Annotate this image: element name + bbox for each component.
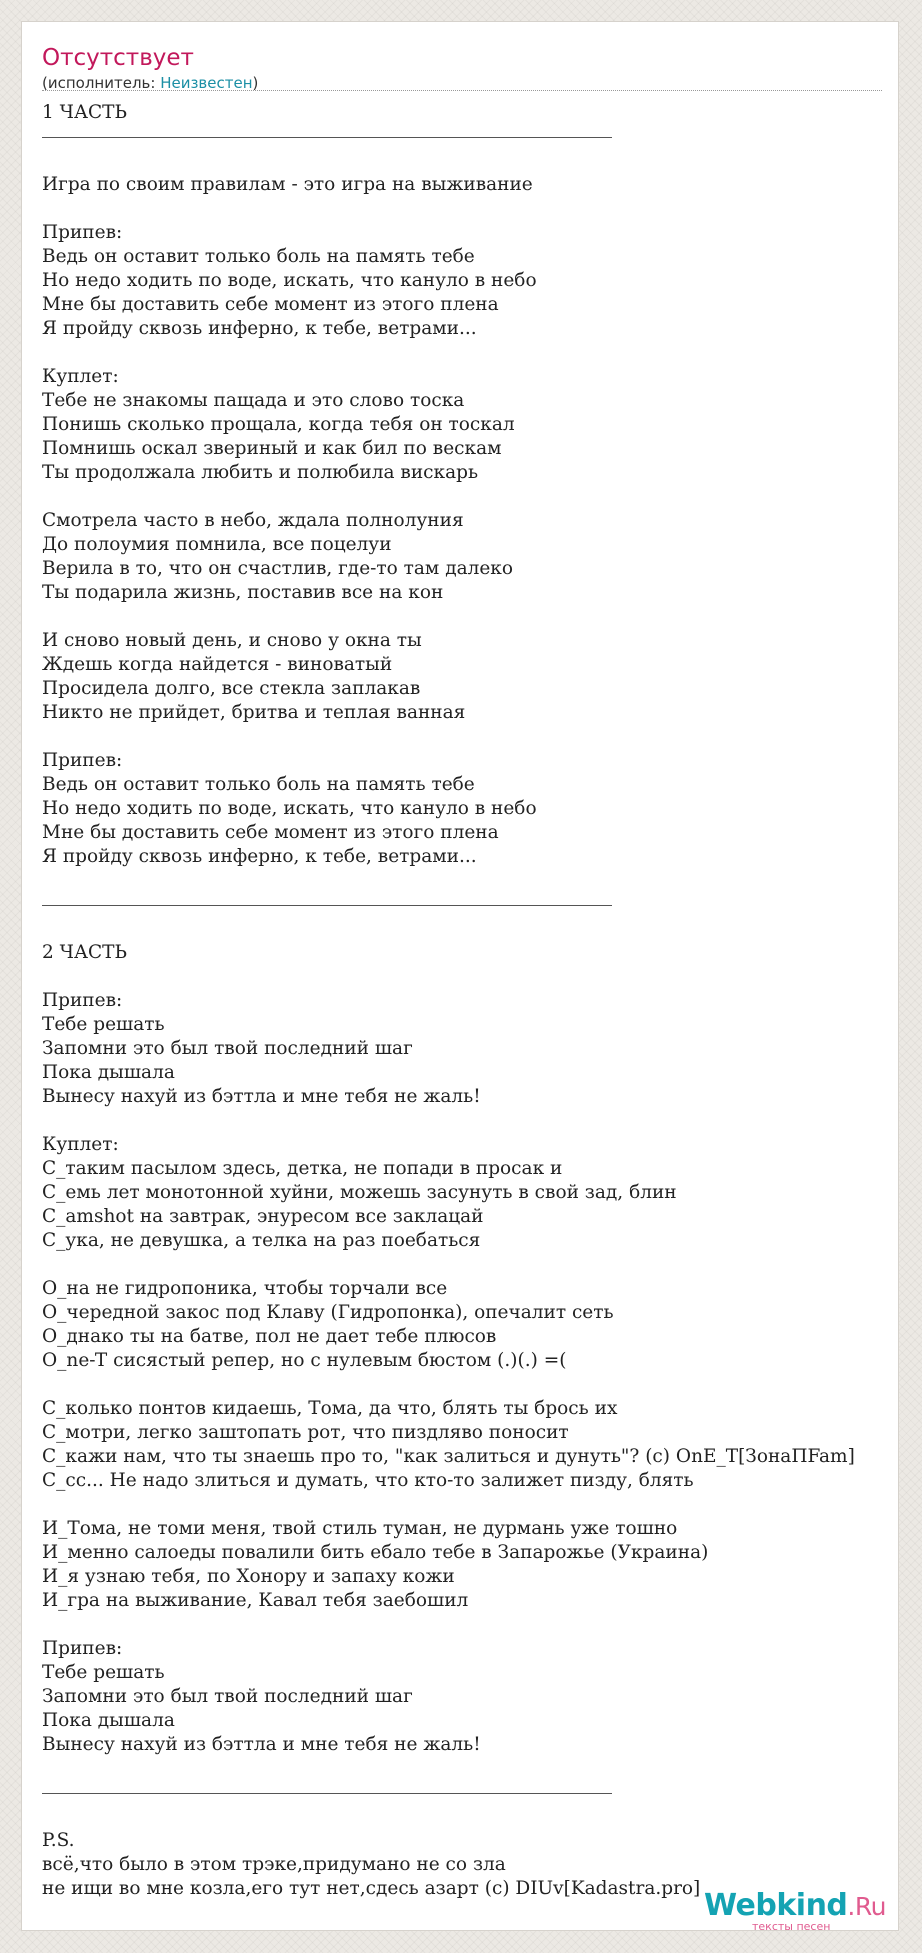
blank-line [42, 725, 899, 749]
blank-line [42, 1109, 899, 1133]
lyric-line: Никто не прийдет, бритва и теплая ванная [42, 702, 466, 723]
blank-line [42, 1373, 899, 1397]
lyric-line: Понишь сколько прощала, когда тебя он тоскал [42, 414, 515, 435]
lyric-line: не ищи во мне козла,его тут нет,сдесь азарт (с) DIUv[Kadastra.pro] [42, 1878, 701, 1899]
lyric-line: Я пройду сквозь инферно, к тебе, ветрами... [42, 846, 477, 867]
blank-line [42, 485, 899, 509]
logo-main-text: Webkind [704, 1888, 848, 1923]
lyrics-card [21, 21, 899, 1931]
lyric-line: Вынесу нахуй из бэттла и мне тебя не жаль! [42, 1086, 481, 1107]
lyric-line: Ведь он оставит только боль на память тебе [42, 246, 475, 267]
lyric-line: С_кажи нам, что ты знаешь про то, "как залиться и дунуть"? (с) OnE_T[ЗонаПFam] [42, 1446, 855, 1467]
blank-line [42, 605, 899, 629]
lyric-line: Но недо ходить по воде, искать, что кануло в небо [42, 270, 537, 291]
lyric-line: Верила в то, что он счастлив, где-то там далеко [42, 558, 514, 579]
song-title: Отсутствует [42, 45, 194, 71]
artist-suffix: ) [252, 74, 259, 92]
lyric-line: Мне бы доставить себе момент из этого плена [42, 294, 499, 315]
lyric-line: Припев: [42, 750, 123, 771]
lyric-line: Игра по своим правилам - это игра на выживание [42, 174, 533, 195]
blank-line [42, 1253, 899, 1277]
lyric-line: И_я узнаю тебя, по Хонору и запаху кожи [42, 1566, 455, 1587]
lyric-line: С_емь лет монотонной хуйни, можешь засунуть в свой зад, блин [42, 1182, 677, 1203]
lyrics-body [42, 101, 899, 1901]
lyric-line: До полоумия помнила, все поцелуи [42, 534, 392, 555]
section-divider [42, 125, 899, 149]
lyric-line: О_чередной закос под Клаву (Гидропонка), опечалит сеть [42, 1302, 614, 1323]
blank-line [42, 197, 899, 221]
lyric-line: Запомни это был твой последний шаг [42, 1686, 413, 1707]
lyric-line: Я пройду сквозь инферно, к тебе, ветрами... [42, 318, 477, 339]
lyric-line: Вынесу нахуй из бэттла и мне тебя не жаль! [42, 1734, 481, 1755]
blank-line [42, 1493, 899, 1517]
lyric-line: Просидела долго, все стекла заплакав [42, 678, 421, 699]
lyric-line: всё,что было в этом трэке,придумано не со зла [42, 1854, 506, 1875]
blank-line [42, 149, 899, 173]
lyric-line: И_Тома, не томи меня, твой стиль туман, не дурмань уже тошно [42, 1518, 678, 1539]
blank-line [42, 917, 899, 941]
lyric-line: С_мотри, легко заштопать рот, что пиздляво поносит [42, 1422, 569, 1443]
lyric-line: Куплет: [42, 366, 119, 387]
lyric-line: Мне бы доставить себе момент из этого плена [42, 822, 499, 843]
webkind-logo[interactable] [704, 1889, 894, 1931]
lyric-line: Припев: [42, 990, 123, 1011]
blank-line [42, 869, 899, 893]
lyric-line: И сново новый день, и сново у окна ты [42, 630, 422, 651]
blank-line [42, 1613, 899, 1637]
blank-line [42, 965, 899, 989]
header-divider [42, 90, 882, 91]
lyric-line: Тебе решать [42, 1014, 165, 1035]
lyric-line: Смотрела часто в небо, ждала полнолуния [42, 510, 464, 531]
lyric-line: P.S. [42, 1830, 75, 1851]
lyric-line: О_днако ты на батве, пол не дает тебе плюсов [42, 1326, 497, 1347]
lyric-line: С_колько понтов кидаешь, Тома, да что, блять ты брось их [42, 1398, 618, 1419]
artist-link[interactable]: Неизвестен [160, 74, 253, 92]
lyric-line: Запомни это был твой последний шаг [42, 1038, 413, 1059]
lyric-line: И_гра на выживание, Кавал тебя заебошил [42, 1590, 469, 1611]
logo-tagline: тексты песен [752, 1920, 831, 1931]
lyric-line: Припев: [42, 222, 123, 243]
lyric-line: Припев: [42, 1638, 123, 1659]
lyric-line: Пока дышала [42, 1710, 175, 1731]
lyric-line: Тебе решать [42, 1662, 165, 1683]
artist-prefix: (исполнитель: [42, 74, 161, 92]
lyric-line: Ты продолжала любить и полюбила вискарь [42, 462, 479, 483]
lyric-line: Тебе не знакомы пащада и это слово тоска [42, 390, 465, 411]
lyric-line: С_сс... Не надо злиться и думать, что кто-то залижет пизду, блять [42, 1470, 694, 1491]
lyric-line: Ты подарила жизнь, поставив все на кон [42, 582, 444, 603]
lyric-line: Ведь он оставит только боль на память тебе [42, 774, 475, 795]
lyric-line: И_менно салоеды повалили бить ебало тебе в Запарожье (Украина) [42, 1542, 709, 1563]
blank-line [42, 341, 899, 365]
lyric-line: О_на не гидропоника, чтобы торчали все [42, 1278, 448, 1299]
lyric-line: Пока дышала [42, 1062, 175, 1083]
section-divider [42, 1781, 899, 1805]
lyric-line: 2 ЧАСТЬ [42, 942, 127, 963]
blank-line [42, 1757, 899, 1781]
lyric-line: О_ne-T сисястый репер, но с нулевым бюстом (.)(.) =( [42, 1350, 567, 1371]
lyric-line: Но недо ходить по воде, искать, что кануло в небо [42, 798, 537, 819]
lyric-line: 1 ЧАСТЬ [42, 102, 127, 123]
lyric-line: Помнишь оскал звериный и как бил по вескам [42, 438, 502, 459]
song-header [42, 43, 882, 93]
logo-wordmark [704, 1889, 886, 1924]
section-divider [42, 893, 899, 917]
lyric-line: С_таким пасылом здесь, детка, не попади в просак и [42, 1158, 563, 1179]
lyric-line: Куплет: [42, 1134, 119, 1155]
lyric-line: С_ука, не девушка, а телка на раз поебаться [42, 1230, 481, 1251]
blank-line [42, 1805, 899, 1829]
lyric-line: С_amshot на завтрак, энуресом все заклацай [42, 1206, 484, 1227]
lyric-line: Ждешь когда найдется - виноватый [42, 654, 393, 675]
logo-suffix-text: .Ru [847, 1892, 886, 1921]
